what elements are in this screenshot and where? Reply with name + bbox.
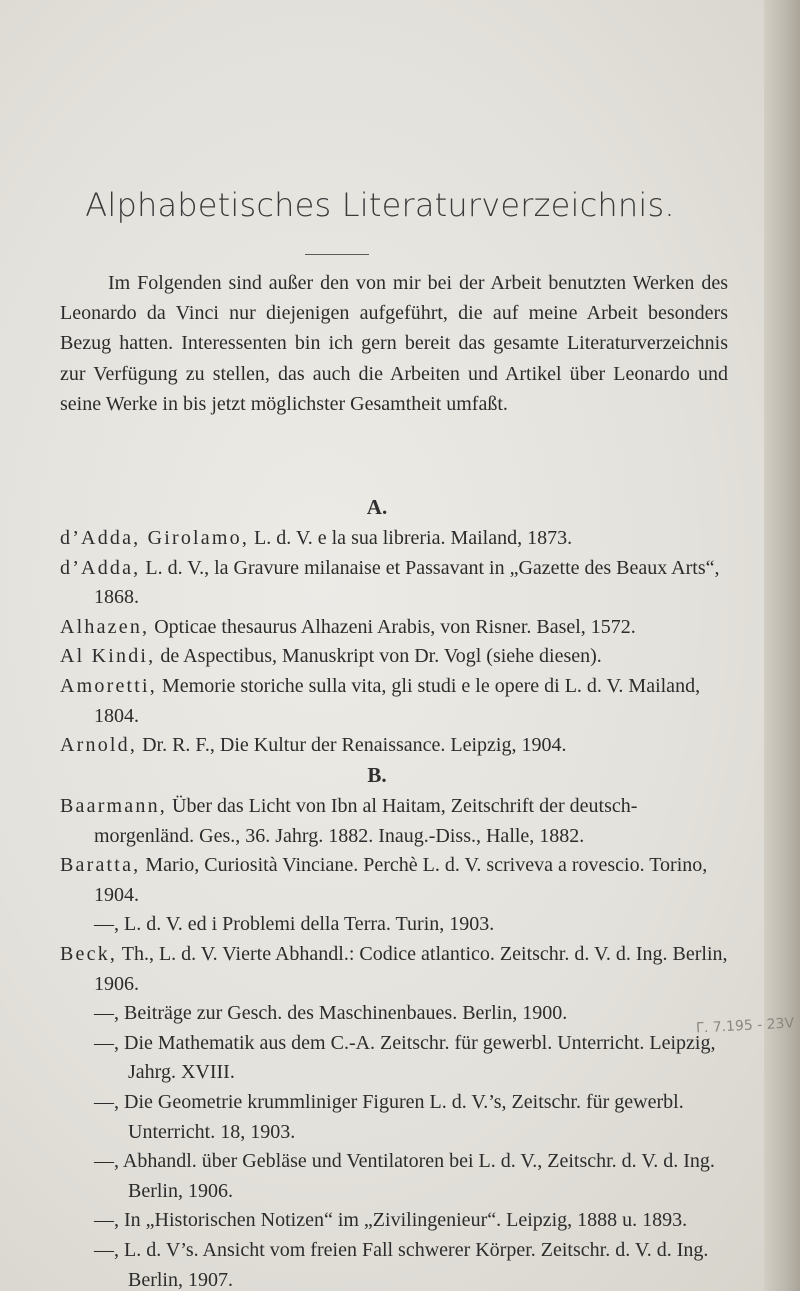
handwritten-margin-note: Γ. 7.195 - 23V: [695, 1015, 795, 1037]
bibliography-entry: [60, 1206, 728, 1236]
entry-author: Alhazen,: [60, 615, 150, 638]
bibliography-entry: [60, 1088, 728, 1147]
bibliography-entry: [60, 1029, 728, 1088]
intro-text: Im Folgenden sind außer den von mir bei der Arbeit benutzten Werken des Leonardo da Vinci nur diejenigen aufgeführt, die auf meine Arbeit besonders Bezug hatten. Interessenten bin ich gern bereit das gesamte Literaturverzeichnis zur Verfügung zu stellen, das auch die Arbeiten und Artikel über Leonardo und seine Werke in bis jetzt möglichster Gesamtheit umfaßt.: [60, 272, 728, 415]
bibliography-entry: [60, 672, 728, 731]
entry-author: Baarmann,: [60, 795, 167, 817]
entry-text: —, Beiträge zur Gesch. des Maschinenbaues. Berlin, 1900.: [94, 1002, 568, 1025]
entry-text: —, Die Mathematik aus dem C.-A. Zeitschr. für gewerbl. Unterricht. Leipzig, Jahrg. XVIII.: [94, 1031, 716, 1084]
bibliography-entry: [60, 999, 728, 1029]
bibliography-entry: [60, 731, 728, 761]
entry-text: Dr. R. F., Die Kultur der Renaissance. Leipzig, 1904.: [137, 734, 567, 757]
page-edge-shadow: [764, 0, 800, 1291]
bibliography-entry: [60, 851, 728, 910]
bibliography-entry: [60, 524, 728, 554]
entry-text: Memorie storiche sulla vita, gli studi e le opere di L. d. V. Mailand, 1804.: [94, 674, 701, 727]
entry-text: Mario, Curiosità Vinciane. Perchè L. d. V. scriveva a rovescio. Torino, 1904.: [94, 854, 708, 906]
entry-text: —, In „Historischen Notizen“ im „Zivilingenieur“. Leipzig, 1888 u. 1893.: [94, 1209, 688, 1232]
entry-text: L. d. V., la Gravure milanaise et Passavant in „Gazette des Beaux Arts“, 1868.: [94, 556, 720, 609]
entry-author: d’Adda, Girolamo,: [60, 527, 250, 549]
entry-author: Baratta,: [60, 854, 141, 877]
entry-author: Amoretti,: [60, 674, 158, 697]
entry-text: —, L. d. V. ed i Problemi della Terra. Turin, 1903.: [94, 913, 495, 936]
bibliography-entry: [60, 910, 728, 940]
entry-author: Arnold,: [60, 734, 138, 757]
bibliography-entry: [60, 792, 728, 851]
section-heading-b: B.: [367, 763, 387, 787]
page-title: Alphabetisches Literaturverzeichnis.: [85, 186, 675, 224]
entry-author: Beck,: [60, 942, 118, 965]
title-divider: [305, 254, 369, 255]
entry-author: d’Adda,: [60, 556, 141, 579]
bibliography-entry: [60, 1147, 728, 1206]
bibliography-entry: [60, 554, 728, 613]
entry-text: de Aspectibus, Manuskript von Dr. Vogl (siehe diesen).: [155, 645, 602, 668]
entry-text: —, Abhandl. über Gebläse und Ventilatoren bei L. d. V., Zeitschr. d. V. d. Ing. Berlin, 1906.: [94, 1150, 715, 1202]
entry-text: L. d. V. e la sua libreria. Mailand, 1873.: [249, 527, 573, 549]
entry-author: Al Kindi,: [60, 645, 156, 668]
bibliography-entry: [60, 940, 728, 999]
bibliography-list-a: [60, 524, 728, 761]
bibliography-entry: [60, 613, 728, 643]
entry-text: Opticae thesaurus Alhazeni Arabis, von Risner. Basel, 1572.: [149, 615, 636, 638]
bibliography-entry: [60, 642, 728, 672]
entry-text: Über das Licht von Ibn al Haitam, Zeitschrift der deutsch-morgenländ. Ges., 36. Jahrg. 1882. Inaug.-Diss., Halle, 1882.: [94, 795, 638, 847]
bibliography-list-b: [60, 792, 728, 1291]
entry-text: —, L. d. V’s. Ansicht vom freien Fall schwerer Körper. Zeitschr. d. V. d. Ing. Berlin, 1907.: [94, 1238, 709, 1291]
section-heading-a: A.: [366, 495, 388, 519]
intro-paragraph: [60, 268, 728, 419]
entry-text: —, Die Geometrie krummliniger Figuren L. d. V.’s, Zeitschr. für gewerbl. Unterricht. 18, 1903.: [94, 1090, 684, 1143]
bibliography-entry: [60, 1236, 728, 1291]
entry-text: Th., L. d. V. Vierte Abhandl.: Codice atlantico. Zeitschr. d. V. d. Ing. Berlin, 1906.: [94, 942, 728, 995]
